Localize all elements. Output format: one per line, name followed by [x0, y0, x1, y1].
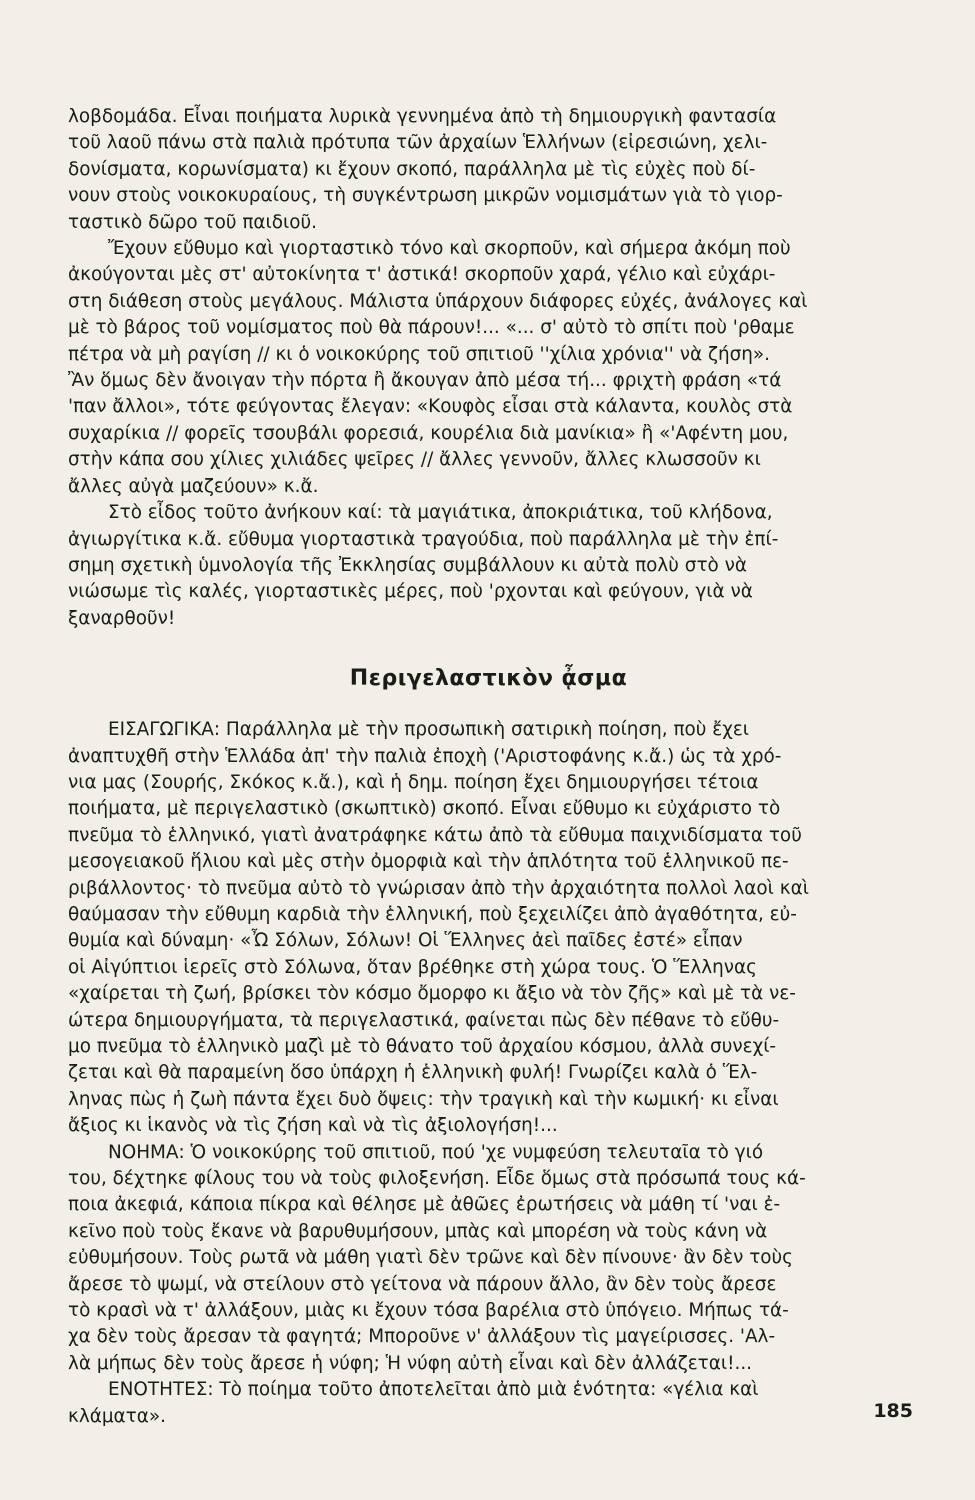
- text-line: 'παν ἄλλοι», τότε φεύγοντας ἔλεγαν: «Κουφὸς εἶσαι στὰ κάλαντα, κουλὸς στὰ: [68, 396, 793, 418]
- text-line: νιώσωμε τὶς καλές, γιορταστικὲς μέρες, ποὺ 'ρχονται καὶ φεύγουν, γιὰ νὰ: [68, 581, 753, 603]
- text-line: ποια ἀκεφιά, κάποια πίκρα καὶ θέλησε μὲ ἀθῶες ἐρωτήσεις νὰ μάθη τί 'ναι ἐ-: [68, 1194, 781, 1216]
- text-line: ἄρεσε τὸ ψωμί, νὰ στείλουν στὸ γείτονα νὰ πάρουν ἄλλο, ἂν δὲν τοὺς ἄρεσε: [68, 1273, 777, 1295]
- text-line: εὐθυμήσουν. Τοὺς ρωτᾶ νὰ μάθη γιατὶ δὲν τρῶνε καὶ δὲν πίνουνε· ἂν δὲν τοὺς: [68, 1247, 793, 1269]
- text-line: ληνας πὼς ἡ ζωὴ πάντα ἔχει δυὸ ὄψεις: τὴν τραγικὴ καὶ τὴν κωμική· κι εἶναι: [68, 1088, 779, 1110]
- text-line: σημη σχετικὴ ὑμνολογία τῆς Ἐκκλησίας συμβάλλουν κι αὐτὰ πολὺ στὸ νὰ: [68, 554, 748, 576]
- text-line: «χαίρεται τὴ ζωή, βρίσκει τὸν κόσμο ὄμορφο κι ἄξιο νὰ τὸν ζῆς» καὶ μὲ τὰ νε-: [68, 983, 796, 1005]
- text-line: λοβδομάδα. Εἶναι ποιήματα λυρικὰ γεννημένα ἀπὸ τὴ δημιουργικὴ φαντασία: [68, 106, 777, 127]
- text-line: τὸ κρασὶ νὰ τ' ἀλλάξουν, μιὰς κι ἔχουν τόσα βαρέλια στὸ ὑπόγειο. Μήπως τά-: [68, 1300, 789, 1322]
- text-line: ἀκούγονται μὲς στ' αὐτοκίνητα τ' ἀστικά! σκορποῦν χαρά, γέλιο καὶ εὐχάρι-: [68, 264, 776, 286]
- text-block-1: [68, 104, 909, 632]
- text-line: Ἔχουν εὔθυμο καὶ γιορταστικὸ τόνο καὶ σκορποῦν, καὶ σήμερα ἀκόμη ποὺ: [108, 238, 791, 260]
- text-line: μεσογειακοῦ ἥλιου καὶ μὲς στὴν ὀμορφιὰ καὶ τὴν ἁπλότητα τοῦ ἑλληνικοῦ πε-: [68, 851, 789, 873]
- text-line: οἱ Αἰγύπτιοι ἱερεῖς στὸ Σόλωνα, ὅταν βρέθηκε στὴ χώρα τους. Ὁ Ἕλληνας: [68, 956, 757, 978]
- text-line: πνεῦμα τὸ ἑλληνικό, γιατὶ ἀνατράφηκε κάτω ἀπὸ τὰ εὔθυμα παιχνιδίσματα τοῦ: [68, 824, 802, 846]
- text-line: ἀγιωργίτικα κ.ἄ. εὔθυμα γιορταστικὰ τραγούδια, ποὺ παράλληλα μὲ τὴν ἐπί-: [68, 528, 779, 550]
- text-line: ΕΝΟΤΗΤΕΣ: Τὸ ποίημα τοῦτο ἀποτελεῖται ἀπὸ μιὰ ἑνότητα: «γέλια καὶ: [108, 1379, 759, 1401]
- text-line: ώτερα δημιουργήματα, τὰ περιγελαστικά, φαίνεται πὼς δὲν πέθανε τὸ εὔθυ-: [68, 1009, 780, 1031]
- text-line: στὴν κάπα σου χίλιες χιλιάδες ψεῖρες // ἄλλες γεννοῦν, ἄλλες κλωσσοῦν κι: [68, 449, 761, 471]
- text-line: κεῖνο ποὺ τοὺς ἔκανε νὰ βαρυθυμήσουν, μπὰς καὶ μπορέση νὰ τοὺς κάνη νὰ: [68, 1220, 768, 1242]
- section-heading: Περιγελαστικὸν ᾆσμα: [349, 666, 628, 692]
- page-number: 185: [873, 1400, 913, 1422]
- text-line: πέτρα νὰ μὴ ραγίση // κι ὁ νοικοκύρης τοῦ σπιτιοῦ ''χίλια χρόνια'' νὰ ζήση».: [68, 343, 771, 365]
- text-line: νια μας (Σουρής, Σκόκος κ.ἄ.), καὶ ἡ δημ. ποίηση ἔχει δημιουργήσει τέτοια: [68, 771, 759, 793]
- text-line: λὰ μήπως δὲν τοὺς ἄρεσε ἡ νύφη; Ἡ νύφη αὐτὴ εἶναι καὶ δὲν ἀλλάζεται!...: [68, 1352, 753, 1374]
- text-line: μο πνεῦμα τὸ ἑλληνικὸ μαζὶ μὲ τὸ θάνατο τοῦ ἀρχαίου κόσμου, ἀλλὰ συνεχί-: [68, 1036, 777, 1057]
- text-line: συχαρίκια // φορεῖς τσουβάλι φορεσιά, κουρέλια διὰ μανίκια» ἢ «'Αφέντη μου,: [68, 422, 789, 444]
- text-line: νουν στοὺς νοικοκυραίους, τὴ συγκέντρωση μικρῶν νομισμάτων γιὰ τὸ γιορ-: [68, 185, 783, 207]
- text-line: κλάματα».: [68, 1405, 166, 1427]
- text-line: ριβάλλοντος· τὸ πνεῦμα αὐτὸ τὸ γνώρισαν ἀπὸ τὴν ἀρχαιότητα πολλοὶ λαοὶ καὶ: [68, 877, 809, 899]
- text-line: θαύμασαν τὴν εὔθυμη καρδιὰ τὴν ἑλληνική, ποὺ ξεχειλίζει ἀπὸ ἀγαθότητα, εὐ-: [68, 903, 797, 925]
- text-line: ζεται καὶ θὰ παραμείνη ὅσο ὑπάρχη ἡ ἑλληνικὴ φυλή! Γνωρίζει καλὰ ὁ Ἕλ-: [68, 1062, 758, 1084]
- text-line: ξαναρθοῦν!: [68, 607, 176, 629]
- text-line: Ἂν ὅμως δὲν ἄνοιγαν τὴν πόρτα ἢ ἄκουγαν ἀπὸ μέσα τή... φριχτὴ φράση «τά: [68, 370, 782, 392]
- text-line: του, δέχτηκε φίλους του νὰ τοὺς φιλοξενήση. Εἶδε ὅμως στὰ πρόσωπά τους κά-: [68, 1168, 806, 1190]
- text-line: ΕΙΣΑΓΩΓΙΚΑ: Παράλληλα μὲ τὴν προσωπικὴ σατιρικὴ ποίηση, ποὺ ἔχει: [108, 719, 749, 741]
- text-block-2: [68, 717, 909, 1430]
- text-line: ἄλλες αὐγὰ μαζεύουν» κ.ἄ.: [68, 475, 319, 497]
- text-line: ποιήματα, μὲ περιγελαστικὸ (σκωπτικὸ) σκοπό. Εἶναι εὔθυμο κι εὐχάριστο τὸ: [68, 798, 781, 820]
- text-line: ἄξιος κι ἱκανὸς νὰ τὶς ζήση καὶ νὰ τὶς ἀξιολογήση!...: [68, 1115, 558, 1137]
- text-line: τοῦ λαοῦ πάνω στὰ παλιὰ πρότυπα τῶν ἀρχαίων Ἑλλήνων (εἰρεσιώνη, χελι-: [68, 132, 768, 154]
- text-line: θυμία καὶ δύναμη· «Ὦ Σόλων, Σόλων! Οἱ Ἕλληνες ἀεὶ παῖδες ἐστέ» εἶπαν: [68, 930, 743, 952]
- text-line: Στὸ εἶδος τοῦτο ἀνήκουν καί: τὰ μαγιάτικα, ἀποκριάτικα, τοῦ κλήδονα,: [108, 502, 773, 524]
- text-line: ταστικὸ δῶρο τοῦ παιδιοῦ.: [68, 211, 317, 233]
- text-line: στη διάθεση στοὺς μεγάλους. Μάλιστα ὑπάρχουν διάφορες εὐχές, ἀνάλογες καὶ: [68, 290, 808, 312]
- text-line: μὲ τὸ βάρος τοῦ νομίσματος ποὺ θὰ πάρουν!... «... σ' αὐτὸ τὸ σπίτι ποὺ 'ρθαμε: [68, 317, 795, 339]
- text-line: δονίσματα, κορωνίσματα) κι ἔχουν σκοπό, παράλληλα μὲ τὶς εὐχὲς ποὺ δί-: [68, 158, 756, 180]
- text-line: ΝΟΗΜΑ: Ὁ νοικοκύρης τοῦ σπιτιοῦ, πού 'χε νυμφεύση τελευταῖα τὸ γιό: [108, 1141, 764, 1163]
- text-line: χα δὲν τοὺς ἄρεσαν τὰ φαγητά; Μποροῦνε ν' ἀλλάξουν τὶς μαγείρισσες. 'Αλ-: [68, 1326, 776, 1348]
- text-line: ἀναπτυχθῆ στὴν Ἑλλάδα ἀπ' τὴν παλιὰ ἐποχὴ ('Αριστοφάνης κ.ἄ.) ὡς τὰ χρό-: [68, 745, 782, 767]
